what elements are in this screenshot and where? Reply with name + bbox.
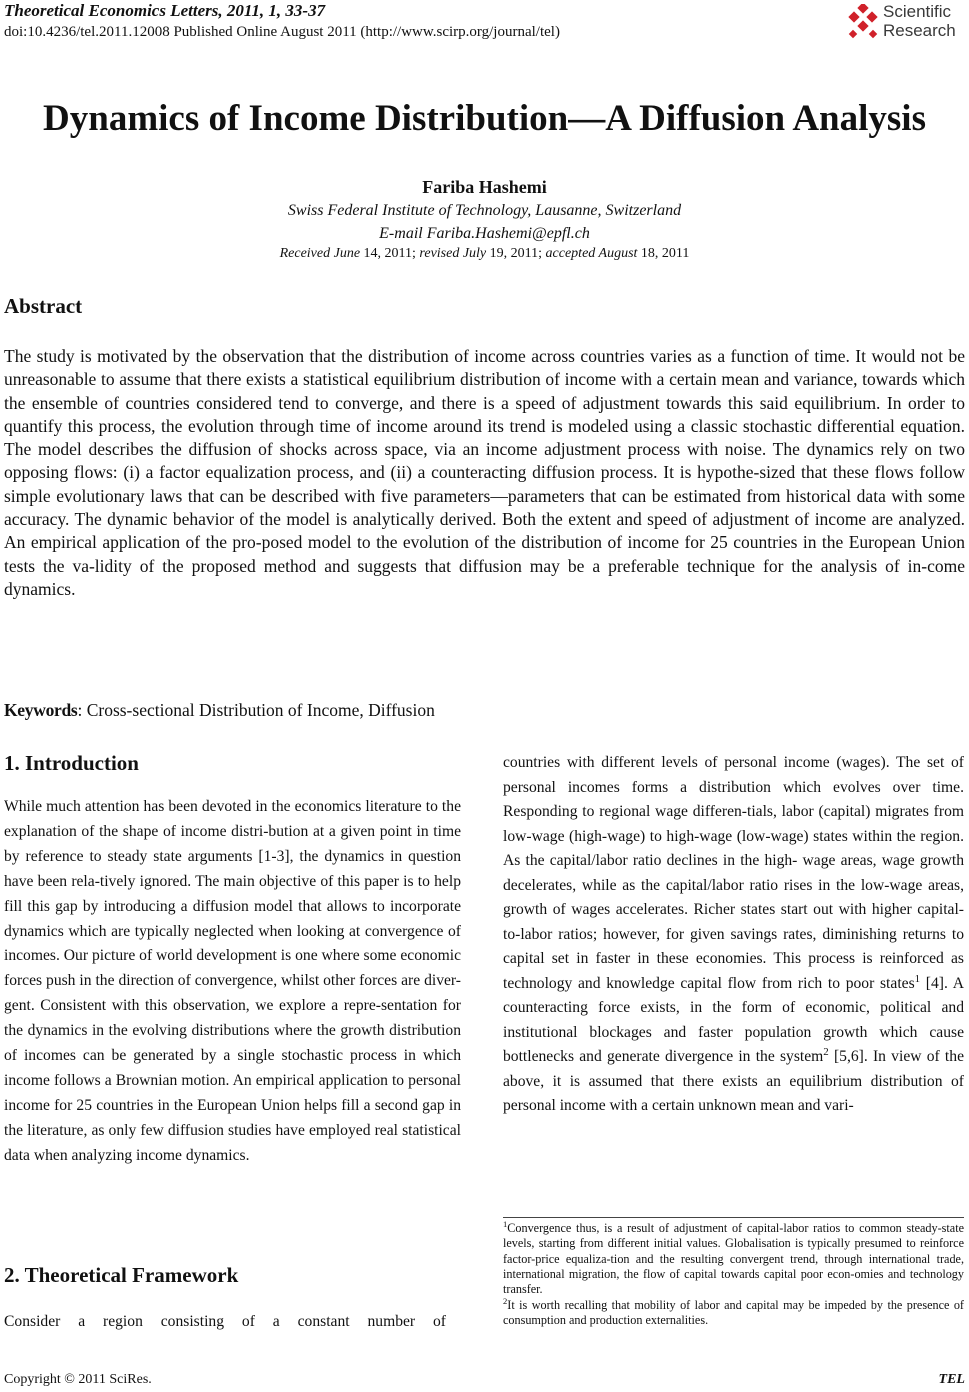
received-date: 14, 2011;: [363, 246, 416, 261]
footnote-1-mark: 1: [503, 1218, 508, 1229]
footnote-ref-1[interactable]: 1: [914, 972, 921, 985]
journal-citation: Theoretical Economics Letters, 2011, 1, 33-37: [4, 1, 326, 20]
section-2-heading: 2. Theoretical Framework: [4, 1263, 239, 1287]
copyright-footer: Copyright © 2011 SciRes.: [4, 1372, 152, 1387]
right-text-part1: countries with different levels of personal income (wages). The set of personal incomes forms a distribution which evolves over time. Responding to regional wage differen-tials, labor (capital) migrates from low-wage (high-wage) to high-wage (low-wage) states within the region. As the capital/labor ratio declines in the high- wage areas, wage growth decelerates, while as the capital/labor ratio rises in the low-wage areas, growth of wages accelerates. Richer states start out with higher capital-to-labor ratios; however, for given savings rates, diminishing returns to capital set in faster in these economies. This process is reinforced as technology and knowledge capital flow from rich to poor states: [503, 754, 964, 992]
logo-text-line2: Research: [883, 21, 956, 40]
abstract-text: The study is motivated by the observation that the distribution of income across countries varies as a function of time. It would not be unreasonable to assume that there exists a statistical equilibrium distribution of income with a certain mean and variance, towards which the ensemble of countries considered tend to converge, and there is a speed of adjustment towards this said equilibrium. In order to quantify this process, the evolution through time of income around its trend is modeled using a classic stochastic differential equation. The model describes the diffusion of shocks across space, via an income adjustment process with noise. The dynamics rely on two opposing flows: (i) a factor equalization process, and (ii) a counteracting diffusion process. It is hypothe-sized that these flows follow simple evolutionary laws that can be described with five parameters—parameters that can be estimated from historical data with some accuracy. The dynamic behavior of the model is analytically derived. Both the extent and speed of adjustment of income are analyzed. An empirical application of the pro-posed model to the evolution of the distribution of income for 25 countries in the European Union tests the va-lidity of the proposed method and suggests that diffusion may be a preferable technique for the analysis of in-come dynamics.: [4, 346, 965, 599]
keywords-label: Keywords: [4, 700, 78, 720]
scientific-research-logo: [845, 2, 965, 44]
author-affiliation: Swiss Federal Institute of Technology, Lausanne, Switzerland: [287, 202, 682, 219]
revised-date: 19, 2011;: [489, 246, 543, 261]
abstract-heading: Abstract: [4, 294, 83, 318]
keywords-text: Cross-sectional Distribution of Income, Diffusion: [86, 700, 435, 720]
footnote-2: [503, 1295, 964, 1329]
footnote-2-text: It is worth recalling that mobility of labor and capital may be impeded by the presence of consumption and production externalities.: [503, 1298, 964, 1328]
section-2-text: Consider a region consisting of a constant number of: [4, 1313, 446, 1330]
footnote-divider: [503, 1217, 964, 1218]
paper-title: Dynamics of Income Distribution—A Diffusion Analysis: [43, 98, 926, 139]
journal-abbrev-footer: TEL: [938, 1372, 965, 1387]
section-1-text: While much attention has been devoted in the economics literature to the explanation of the shape of income distri-bution at a given point in time by reference to steady state arguments [1-3], the dynamics in question have been rela-tively ignored. The main objective of this paper is to help fill this gap by introducing a diffusion model that allows to incorporate dynamics which are typically neglected when looking at convergence of incomes. Our picture of world development is one where some economic forces push in the direction of convergence, whilst other forces are diver-gent. Consistent with this observation, we explore a repre-sentation for the dynamics in the evolving distributions where the growth distribution of incomes can be generated by a single stochastic process in which income follows a Brownian motion. An empirical application to personal income for 25 countries in the European Union helps fill a second gap in the literature, as only few diffusion studies have employed real statistical data when analyzing income dynamics.: [4, 798, 461, 1164]
footnote-1-text: Convergence thus, is a result of adjustment of capital-labor ratios to common steady-state levels, starting from different initial values. Globalisation is typically presumed to reinforce factor-price equaliza-tion and the resulting convergent trend, through international trade, international migration, the flow of capital towards capital poor econ-omies and technology transfer.: [503, 1221, 964, 1297]
section-1-heading: 1. Introduction: [4, 751, 139, 775]
revised-label: revised July: [419, 246, 487, 261]
footnote-ref-2[interactable]: 2: [823, 1045, 829, 1058]
logo-mark-icon: [845, 4, 881, 42]
footnote-2-mark: 2: [503, 1295, 508, 1306]
right-text-part3: [5,6]. In view of the above, it is assumed that there exists an equilibrium distribution of personal income with a certain unknown mean and vari-: [503, 1048, 964, 1114]
accepted-date: 18, 2011: [640, 246, 690, 261]
accepted-label: accepted August: [545, 246, 638, 261]
author-email: E-mail Fariba.Hashemi@epfl.ch: [379, 225, 590, 242]
author-name: Fariba Hashemi: [422, 177, 547, 197]
keywords-line: Keywords: Cross-sectional Distribution of Income, Diffusion: [4, 700, 435, 720]
right-text-part2: [4]. A counteracting force exists, in the form of economic, political and institutional blockages and faster population growth which cause bottlenecks and generate divergence in the system: [503, 974, 964, 1065]
logo-text-line1: Scientific: [883, 2, 952, 21]
received-label: Received June: [279, 246, 361, 261]
doi-line: doi:10.4236/tel.2011.12008 Published Online August 2011 (http://www.scirp.org/journal/tel): [4, 24, 560, 40]
right-column-text: [503, 751, 964, 1119]
received-dates: [0, 246, 969, 262]
footnote-1: [503, 1218, 964, 1297]
